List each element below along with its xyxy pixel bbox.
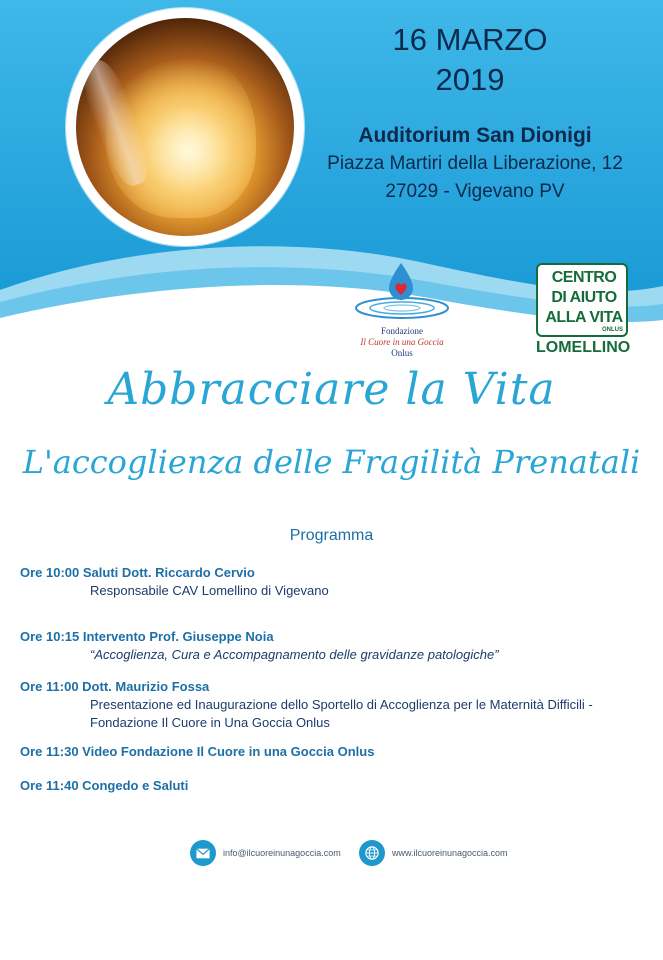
globe-icon — [359, 840, 385, 866]
venue — [300, 122, 650, 206]
fondazione-line-1: Fondazione — [381, 326, 423, 336]
venue-address: Piazza Martiri della Liberazione, 12 — [327, 153, 623, 174]
venue-name: Auditorium San Dionigi — [358, 124, 592, 147]
cav-logo-box — [536, 263, 628, 337]
fondazione-line-3: Onlus — [391, 348, 413, 358]
programme-heading: Programma — [289, 527, 374, 544]
venue-city: 27029 - Vigevano PV — [385, 181, 565, 202]
cav-line-1: CENTRO — [551, 269, 617, 286]
event-title: Abbracciare la Vita — [107, 364, 556, 415]
email-text: info@ilcuoreinunagoccia.com — [223, 848, 341, 858]
pregnancy-photo — [66, 8, 304, 246]
fondazione-logo — [342, 262, 462, 362]
water-ripple-icon — [352, 296, 452, 320]
programme-item — [20, 777, 640, 795]
cav-lomellino: LOMELLINO — [536, 339, 631, 356]
cav-line-3: ALLA VITA — [545, 309, 623, 326]
date-year: 2019 — [435, 62, 505, 97]
programme-item-head: Ore 11:40 Congedo e Saluti — [20, 778, 189, 793]
programme-item-head: Ore 10:15 Intervento Prof. Giuseppe Noia — [20, 629, 274, 644]
programme-item-head: Ore 10:00 Saluti Dott. Riccardo Cervio — [20, 565, 255, 580]
programme-item — [20, 678, 640, 732]
cav-onlus: ONLUS — [602, 327, 623, 333]
programme-item-desc: “Accoglienza, Cura e Accompagnamento delle gravidanze patologiche” — [90, 647, 499, 662]
programme-item-head: Ore 11:30 Video Fondazione Il Cuore in una Goccia Onlus — [20, 744, 375, 759]
programme-item — [20, 628, 640, 664]
programme-item — [20, 564, 640, 600]
event-date — [340, 20, 600, 100]
event-subtitle: L'accoglienza delle Fragilità Prenatali — [22, 443, 641, 481]
cav-line-2: DI AIUTO — [551, 289, 617, 306]
fondazione-line-2: Il Cuore in una Goccia — [360, 337, 444, 347]
contact-website[interactable] — [359, 840, 508, 866]
mail-icon — [190, 840, 216, 866]
programme-item — [20, 743, 640, 761]
programme-item-desc: Presentazione ed Inaugurazione dello Sportello di Accoglienza per le Maternità Difficili - Fondazione Il Cuore in Una Goccia Onlus — [90, 697, 593, 730]
programme-item-head: Ore 11:00 Dott. Maurizio Fossa — [20, 679, 210, 694]
website-text: www.ilcuoreinunagoccia.com — [392, 848, 508, 858]
cav-logo — [536, 263, 631, 359]
contact-email[interactable] — [190, 840, 341, 866]
date-day-month: 16 MARZO — [392, 22, 548, 57]
programme-item-desc: Responsabile CAV Lomellino di Vigevano — [90, 583, 329, 598]
